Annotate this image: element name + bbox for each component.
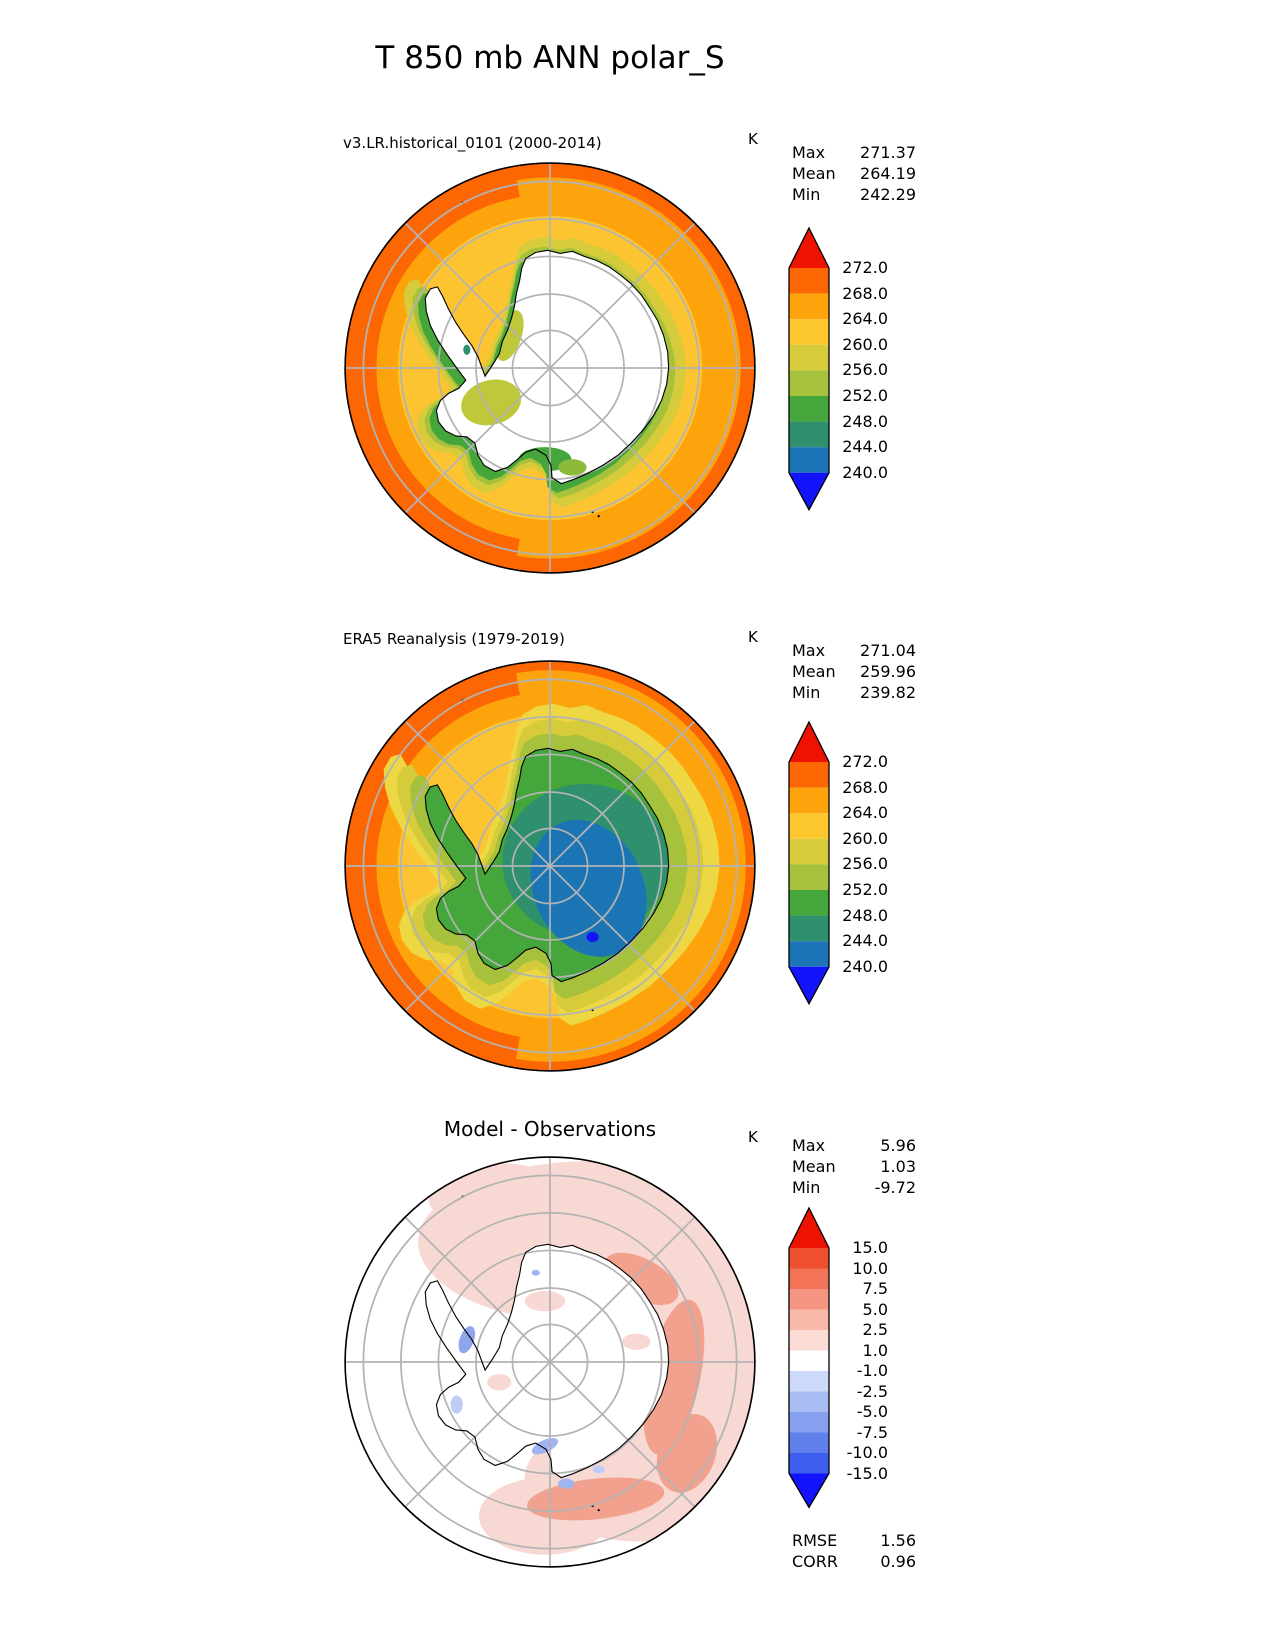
colorbar-arrow-low [789, 473, 829, 510]
colorbar-tick: 264.0 [842, 309, 888, 328]
stat-row [792, 1135, 916, 1156]
units-label-obs: K [748, 628, 758, 646]
colorbar-tick: 268.0 [842, 778, 888, 797]
colorbar-tick: 248.0 [842, 412, 888, 431]
model-colorbar [788, 226, 830, 512]
colorbar-tick: 244.0 [842, 437, 888, 456]
stat-label: Min [792, 683, 821, 702]
colorbar-tick: -7.5 [856, 1423, 888, 1442]
stat-label: Mean [792, 662, 836, 681]
stat-label: Max [792, 143, 826, 162]
colorbar-segment [789, 1433, 829, 1454]
colorbar-segment [789, 941, 829, 967]
colorbar-segment [789, 788, 829, 814]
panel-title-diff: Model - Observations [443, 1117, 657, 1141]
stat-label: Mean [792, 164, 836, 183]
stat-row [792, 142, 916, 163]
stat-row [792, 1156, 916, 1177]
stat-label: Min [792, 1178, 821, 1197]
colorbar-segment [789, 294, 829, 320]
colorbar-tick: 268.0 [842, 284, 888, 303]
colorbar-segment [789, 268, 829, 294]
stat-value: 1.03 [880, 1157, 916, 1176]
stat-label: Max [792, 641, 826, 660]
colorbar-segment [789, 370, 829, 396]
obs-map [337, 653, 763, 1079]
colorbar-tick: 272.0 [842, 258, 888, 277]
colorbar-tick: 256.0 [842, 854, 888, 873]
stat-value: -9.72 [874, 1178, 916, 1197]
diff-map [337, 1149, 763, 1575]
graticule [345, 163, 755, 573]
units-label-model: K [748, 130, 758, 148]
colorbar-segment [789, 447, 829, 473]
colorbar-tick: -15.0 [846, 1464, 888, 1483]
colorbar-segment [789, 1392, 829, 1413]
stat-value: 264.19 [860, 164, 916, 183]
stat-row [792, 1530, 916, 1551]
graticule [345, 661, 755, 1071]
colorbar-segment [789, 1351, 829, 1372]
stats-obs [792, 640, 916, 703]
stat-label: Min [792, 185, 821, 204]
stat-value: 242.29 [860, 185, 916, 204]
obs-colorbar [788, 720, 830, 1006]
stat-row [792, 640, 916, 661]
colorbar-segment [789, 890, 829, 916]
colorbar-segment [789, 1269, 829, 1290]
colorbar-tick: 260.0 [842, 335, 888, 354]
colorbar-arrow-high [789, 1208, 829, 1248]
colorbar-tick: -10.0 [846, 1443, 888, 1462]
colorbar-segment [789, 1330, 829, 1351]
colorbar-segment [789, 345, 829, 371]
stat-value: 271.04 [860, 641, 916, 660]
stat-row [792, 163, 916, 184]
colorbar-segment [789, 1248, 829, 1269]
stat-label: Max [792, 1136, 826, 1155]
colorbar-segment [789, 1371, 829, 1392]
colorbar-tick: 272.0 [842, 752, 888, 771]
graticule [345, 1157, 755, 1567]
units-label-diff: K [748, 1128, 758, 1146]
colorbar-segment [789, 762, 829, 788]
stats-diff [792, 1135, 916, 1198]
stat-row [792, 682, 916, 703]
colorbar-tick: -2.5 [856, 1382, 888, 1401]
colorbar-arrow-low [789, 967, 829, 1004]
colorbar-segment [789, 319, 829, 345]
colorbar-tick: 264.0 [842, 803, 888, 822]
diff-colorbar [788, 1206, 830, 1510]
colorbar-segment [789, 839, 829, 865]
stat-value: 0.96 [880, 1552, 916, 1571]
colorbar-tick: 252.0 [842, 386, 888, 405]
stat-row [792, 1551, 916, 1572]
colorbar-tick: 260.0 [842, 829, 888, 848]
panel-title-obs: ERA5 Reanalysis (1979-2019) [343, 630, 565, 648]
panel-title-model: v3.LR.historical_0101 (2000-2014) [343, 134, 602, 152]
colorbar-segment [789, 813, 829, 839]
colorbar-tick: 240.0 [842, 957, 888, 976]
colorbar-tick: 10.0 [852, 1259, 888, 1278]
stat-label: RMSE [792, 1531, 838, 1550]
stat-row [792, 184, 916, 205]
colorbar-arrow-high [789, 228, 829, 268]
colorbar-tick: 248.0 [842, 906, 888, 925]
colorbar-segment [789, 396, 829, 422]
page-title: T 850 mb ANN polar_S [375, 40, 725, 76]
stat-value: 259.96 [860, 662, 916, 681]
colorbar-tick: -1.0 [856, 1361, 888, 1380]
colorbar-tick: 5.0 [862, 1300, 888, 1319]
colorbar-tick: 7.5 [862, 1279, 888, 1298]
colorbar-tick: 252.0 [842, 880, 888, 899]
colorbar-tick: 15.0 [852, 1238, 888, 1257]
model-map [337, 155, 763, 581]
stat-row [792, 661, 916, 682]
stat-value: 5.96 [880, 1136, 916, 1155]
colorbar-segment [789, 864, 829, 890]
colorbar-segment [789, 422, 829, 448]
stat-label: CORR [792, 1552, 838, 1571]
colorbar-arrow-high [789, 722, 829, 762]
stats-model [792, 142, 916, 205]
colorbar-segment [789, 1289, 829, 1310]
stat-row [792, 1177, 916, 1198]
colorbar-tick: 240.0 [842, 463, 888, 482]
stat-label: Mean [792, 1157, 836, 1176]
colorbar-tick: 1.0 [862, 1341, 888, 1360]
colorbar-segment [789, 1412, 829, 1433]
colorbar-segment [789, 1453, 829, 1474]
stat-value: 1.56 [880, 1531, 916, 1550]
stat-value: 239.82 [860, 683, 916, 702]
colorbar-arrow-low [789, 1474, 829, 1508]
colorbar-segment [789, 1310, 829, 1331]
colorbar-tick: 256.0 [842, 360, 888, 379]
colorbar-tick: -5.0 [856, 1402, 888, 1421]
footer-stats [792, 1530, 916, 1572]
colorbar-segment [789, 916, 829, 942]
colorbar-tick: 2.5 [862, 1320, 888, 1339]
colorbar-tick: 244.0 [842, 931, 888, 950]
stat-value: 271.37 [860, 143, 916, 162]
